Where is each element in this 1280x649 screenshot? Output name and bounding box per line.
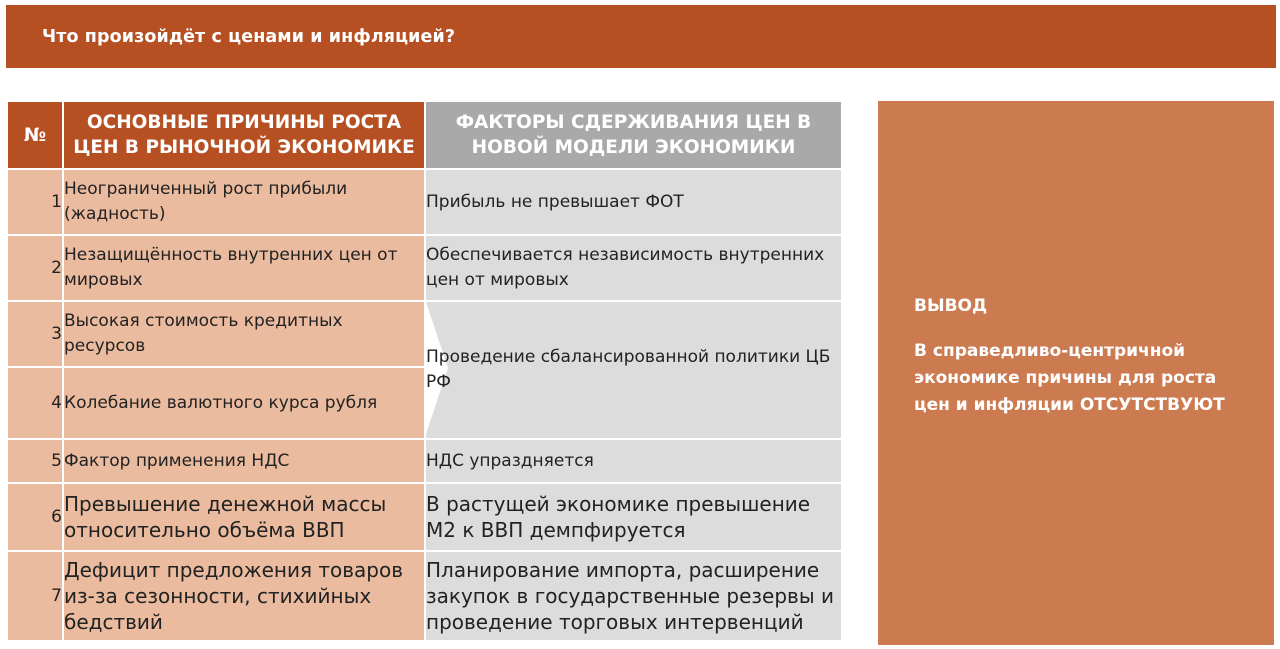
row-number: 2 [7, 235, 63, 301]
table-row [7, 483, 842, 551]
factor-cell: Прибыль не превышает ФОТ [425, 169, 842, 235]
table-row [7, 235, 842, 301]
header-number: № [7, 101, 63, 169]
header-bar [6, 5, 1276, 68]
arrow-notch-icon [426, 302, 448, 434]
page-title: Что произойдёт с ценами и инфляцией? [42, 26, 456, 47]
factor-cell: НДС упраздняется [425, 439, 842, 483]
row-number: 4 [7, 367, 63, 439]
cause-cell: Высокая стоимость кредитных ресурсов [63, 301, 425, 367]
cause-cell: Неограниченный рост прибыли (жадность) [63, 169, 425, 235]
row-number: 1 [7, 169, 63, 235]
factor-cell-text: Проведение сбалансированной политики ЦБ РФ [426, 347, 831, 392]
conclusion-title: ВЫВОД [914, 296, 988, 316]
factor-cell: Обеспечивается независимость внутренних цен от мировых [425, 235, 842, 301]
factor-cell: Планирование импорта, расширение закупок в государственные резервы и проведение торговых интервенций [425, 551, 842, 641]
table-row [7, 301, 842, 367]
table-row [7, 169, 842, 235]
cause-cell: Фактор применения НДС [63, 439, 425, 483]
table-row [7, 551, 842, 641]
row-number: 6 [7, 483, 63, 551]
row-number: 7 [7, 551, 63, 641]
table-header-row [7, 101, 842, 169]
table-row [7, 439, 842, 483]
header-causes: ОСНОВНЫЕ ПРИЧИНЫ РОСТА ЦЕН В РЫНОЧНОЙ ЭКОНОМИКЕ [63, 101, 425, 169]
cause-cell: Колебание валютного курса рубля [63, 367, 425, 439]
row-number: 5 [7, 439, 63, 483]
causes-factors-table [6, 100, 843, 642]
cause-cell: Незащищённость внутренних цен от мировых [63, 235, 425, 301]
conclusion-panel [878, 101, 1274, 645]
cause-cell: Превышение денежной массы относительно объёма ВВП [63, 483, 425, 551]
row-number: 3 [7, 301, 63, 367]
cause-cell: Дефицит предложения товаров из-за сезонности, стихийных бедствий [63, 551, 425, 641]
header-factors: ФАКТОРЫ СДЕРЖИВАНИЯ ЦЕН В НОВОЙ МОДЕЛИ ЭКОНОМИКИ [425, 101, 842, 169]
factor-cell: В растущей экономике превышение М2 к ВВП демпфируется [425, 483, 842, 551]
factor-cell-merged [425, 301, 842, 439]
conclusion-text: В справедливо-центричной экономике причины для роста цен и инфляции ОТСУТСТВУЮТ [914, 341, 1225, 415]
